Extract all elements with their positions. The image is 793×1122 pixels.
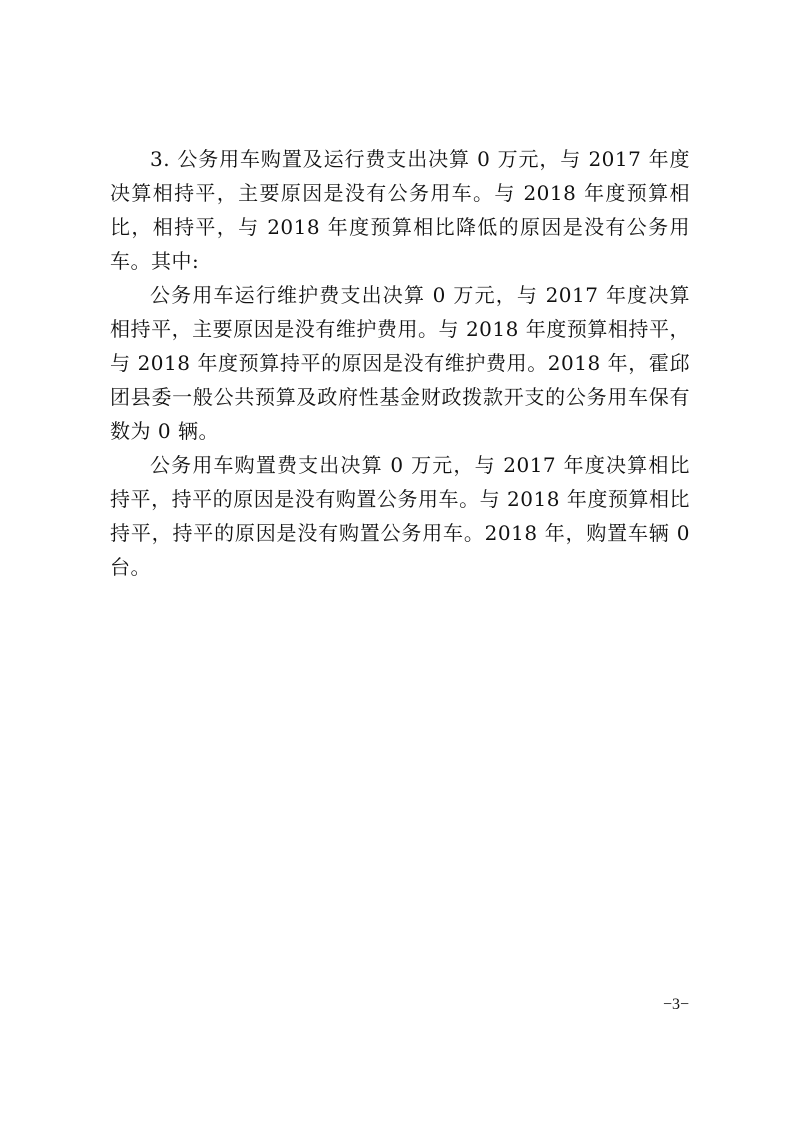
page-number: −3−: [662, 996, 689, 1013]
paragraph-vehicle-operation: 公务用车运行维护费支出决算 0 万元，与 2017 年度决算相持平，主要原因是没有维护费用。与 2018 年度预算相持平，与 2018 年度预算持平的原因是没有维护费用。2018 年，霍邱团县委一般公共预算及政府性基金财政拨款开支的公务用车保有数为 0 辆。: [110, 283, 690, 443]
paragraph-vehicle-purchase: 公务用车购置费支出决算 0 万元，与 2017 年度决算相比持平，持平的原因是没有购置公务用车。与 2018 年度预算相比持平，持平的原因是没有购置公务用车。2018 年，购置车辆 0 台。: [110, 453, 690, 579]
paragraph-vehicle-total: 3. 公务用车购置及运行费支出决算 0 万元，与 2017 年度决算相持平，主要原因是没有公务用车。与 2018 年度预算相比，相持平，与 2018 年度预算相比降低的原因是没有公务用车。其中:: [110, 147, 690, 273]
document-body: [110, 142, 690, 584]
